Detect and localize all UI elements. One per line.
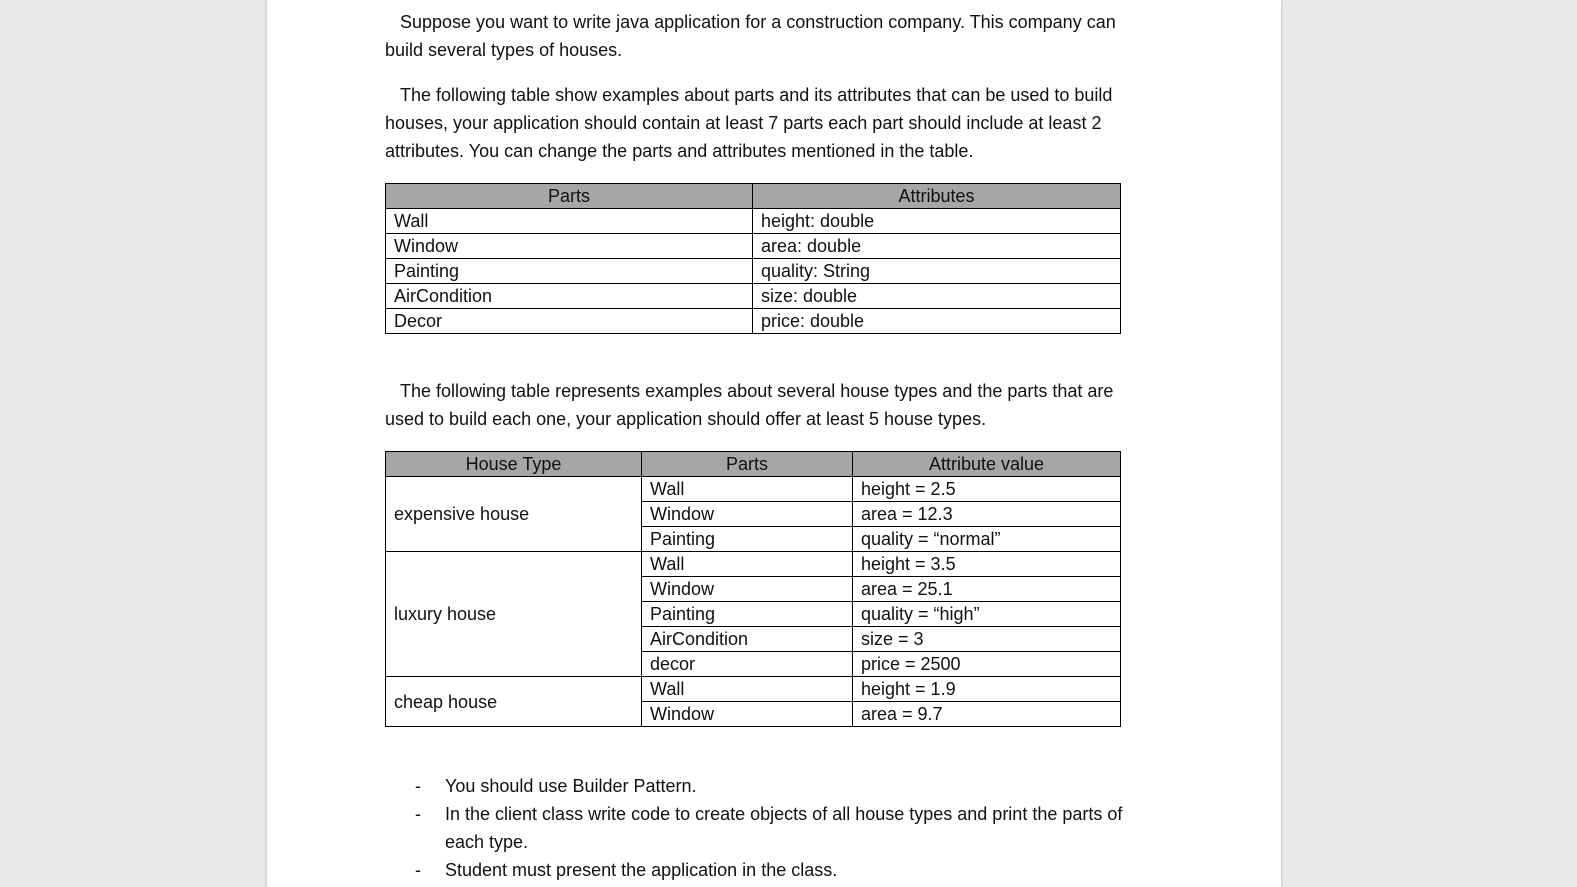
attribute-cell: size: double: [753, 284, 1121, 309]
part-cell: Wall: [642, 477, 853, 502]
attribute-value-cell: size = 3: [853, 627, 1121, 652]
table-row: [386, 259, 1121, 284]
part-cell: Window: [386, 234, 753, 259]
attribute-value-cell: area = 25.1: [853, 577, 1121, 602]
attribute-value-cell: height = 3.5: [853, 552, 1121, 577]
attribute-cell: quality: String: [753, 259, 1121, 284]
attribute-cell: price: double: [753, 309, 1121, 334]
bullet-dash: -: [415, 804, 421, 824]
bullet-dash: -: [415, 860, 421, 880]
list-item-text: Student must present the application in the class.: [445, 860, 838, 880]
part-cell: Wall: [386, 209, 753, 234]
attribute-value-cell: area = 12.3: [853, 502, 1121, 527]
requirements-list: [415, 772, 1155, 884]
bullet-dash: -: [415, 776, 421, 796]
attribute-value-cell: height = 1.9: [853, 677, 1121, 702]
document-page: [267, 0, 1281, 887]
parts-attributes-table: [385, 183, 1121, 334]
part-cell: Wall: [642, 677, 853, 702]
part-cell: AirCondition: [642, 627, 853, 652]
table-row: [386, 677, 1121, 702]
table-row: [386, 234, 1121, 259]
list-item-text: In the client class write code to create objects of all house types and print the parts of each type.: [445, 804, 1123, 852]
column-header-parts: Parts: [642, 452, 853, 477]
attribute-value-cell: quality = “normal”: [853, 527, 1121, 552]
parts-description-paragraph: The following table show examples about parts and its attributes that can be used to build houses, your application should contain at least 7 parts each part should include at least 2 attributes. You can change the parts and attributes mentioned in the table.: [385, 85, 1113, 161]
house-type-cell: expensive house: [386, 477, 642, 552]
part-cell: Painting: [386, 259, 753, 284]
list-item: [415, 772, 1155, 800]
part-cell: Window: [642, 502, 853, 527]
part-cell: Window: [642, 577, 853, 602]
attribute-cell: height: double: [753, 209, 1121, 234]
table-row: [386, 477, 1121, 502]
column-header-parts: Parts: [386, 184, 753, 209]
table-row: [386, 552, 1121, 577]
table-row: [386, 309, 1121, 334]
part-cell: Painting: [642, 527, 853, 552]
part-cell: AirCondition: [386, 284, 753, 309]
house-type-cell: cheap house: [386, 677, 642, 727]
house-type-cell: luxury house: [386, 552, 642, 677]
table-header-row: [386, 184, 1121, 209]
house-types-description-paragraph: The following table represents examples about several house types and the parts that are used to build each one, your application should offer at least 5 house types.: [385, 381, 1114, 429]
table-row: [386, 209, 1121, 234]
part-cell: Decor: [386, 309, 753, 334]
intro-paragraph: Suppose you want to write java application for a construction company. This company can build several types of houses.: [385, 12, 1116, 60]
table-row: [386, 284, 1121, 309]
part-cell: Painting: [642, 602, 853, 627]
list-item: [415, 856, 1155, 884]
house-types-table: [385, 451, 1121, 727]
attribute-cell: area: double: [753, 234, 1121, 259]
column-header-house-type: House Type: [386, 452, 642, 477]
attribute-value-cell: area = 9.7: [853, 702, 1121, 727]
column-header-attribute-value: Attribute value: [853, 452, 1121, 477]
part-cell: Window: [642, 702, 853, 727]
part-cell: decor: [642, 652, 853, 677]
part-cell: Wall: [642, 552, 853, 577]
list-item-text: You should use Builder Pattern.: [445, 776, 697, 796]
list-item: [415, 800, 1155, 856]
attribute-value-cell: quality = “high”: [853, 602, 1121, 627]
attribute-value-cell: height = 2.5: [853, 477, 1121, 502]
column-header-attributes: Attributes: [753, 184, 1121, 209]
table-header-row: [386, 452, 1121, 477]
attribute-value-cell: price = 2500: [853, 652, 1121, 677]
